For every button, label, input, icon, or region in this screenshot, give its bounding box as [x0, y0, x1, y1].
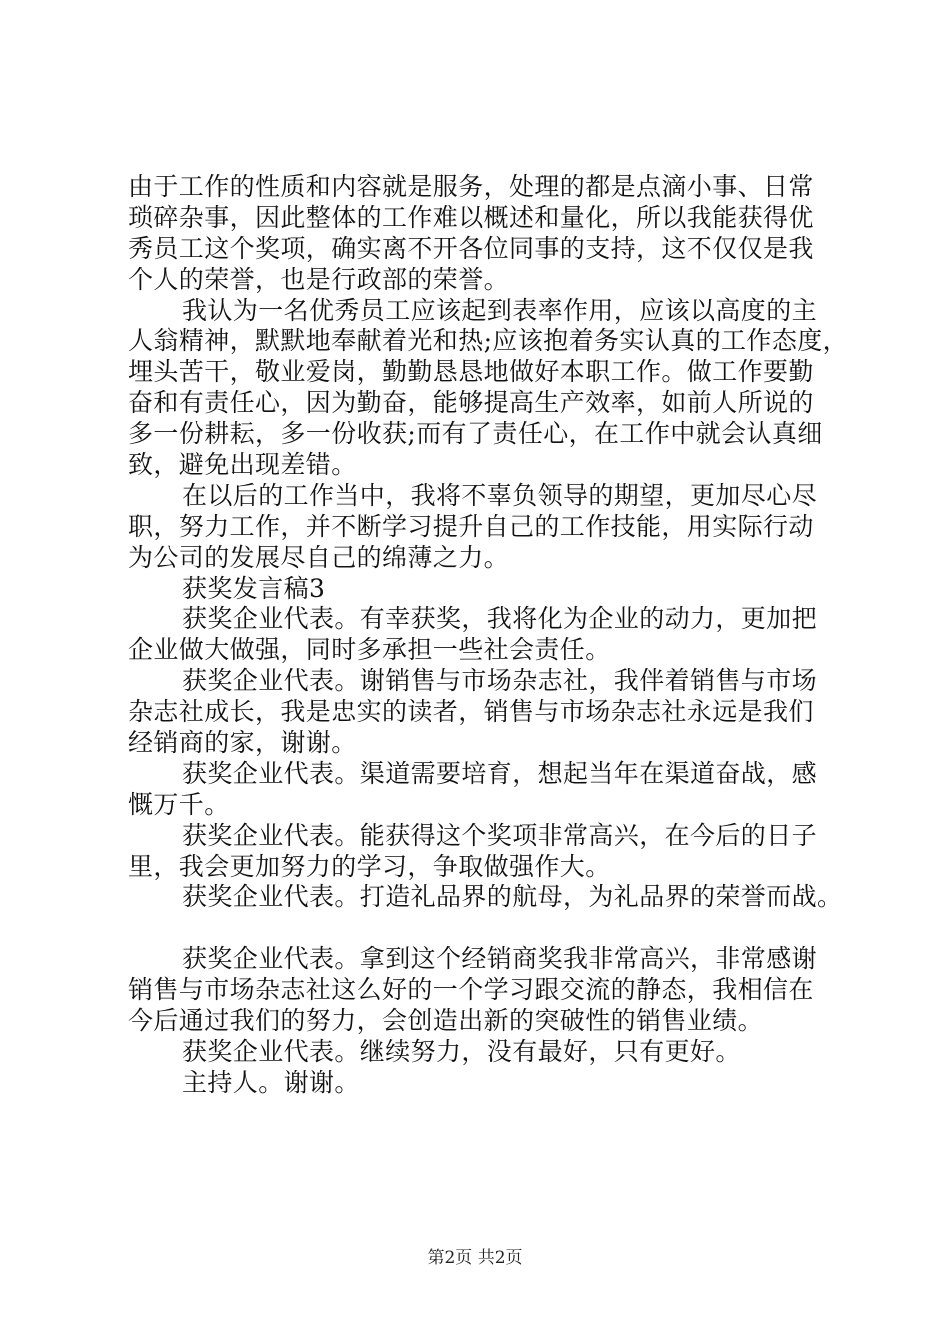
text-line: 杂志社成长，我是忠实的读者，销售与市场杂志社永远是我们 [128, 697, 814, 727]
text-line: 致，避免出现差错。 [128, 450, 357, 480]
text-line: 职，努力工作，并不断学习提升自己的工作技能，用实际行动 [128, 511, 814, 541]
text-line: 琐碎杂事，因此整体的工作难以概述和量化，所以我能获得优 [128, 202, 814, 232]
text-line: 经销商的家，谢谢。 [128, 728, 357, 758]
text-line: 销售与市场杂志社这么好的一个学习跟交流的静态，我相信在 [128, 975, 814, 1005]
document-body [128, 172, 848, 1099]
text-line: 今后通过我们的努力，会创造出新的突破性的销售业绩。 [128, 1006, 764, 1036]
text-line: 多一份耕耘，多一份收获;而有了责任心，在工作中就会认真细 [128, 419, 823, 449]
paragraph-start-line: 在以后的工作当中，我将不辜负领导的期望，更加尽心尽 [182, 480, 818, 510]
paragraph-start-line: 获奖企业代表。渠道需要培育，想起当年在渠道奋战，感 [182, 758, 818, 788]
paragraph-start-line: 获奖企业代表。有幸获奖，我将化为企业的动力，更加把 [182, 604, 818, 634]
paragraph-start-line: 获奖企业代表。谢销售与市场杂志社，我伴着销售与市场 [182, 666, 818, 696]
text-line: 里，我会更加努力的学习，争取做强作大。 [128, 851, 611, 881]
text-line: 慨万千。 [128, 789, 230, 819]
paragraph-start-line: 我认为一名优秀员工应该起到表率作用，应该以高度的主 [182, 295, 818, 325]
text-line: 个人的荣誉，也是行政部的荣誉。 [128, 264, 510, 294]
section-heading: 获奖发言稿3 [182, 573, 326, 603]
text-line: 人翁精神，默默地奉献着光和热;应该抱着务实认真的工作态度， [128, 326, 849, 356]
page-number-footer: 第2页 共2页 [427, 1248, 523, 1268]
text-line: 埋头苦干，敬业爱岗，勤勤恳恳地做好本职工作。做工作要勤 [128, 357, 814, 387]
paragraph-start-line: 获奖企业代表。继续努力，没有最好，只有更好。 [182, 1036, 741, 1066]
text-line: 奋和有责任心，因为勤奋，能够提高生产效率，如前人所说的 [128, 388, 814, 418]
text-line: 秀员工这个奖项，确实离不开各位同事的支持，这不仅仅是我 [128, 233, 814, 263]
paragraph-start-line: 获奖企业代表。打造礼品界的航母，为礼品界的荣誉而战。 [182, 882, 843, 912]
text-line: 为公司的发展尽自己的绵薄之力。 [128, 542, 510, 572]
text-line: 企业做大做强，同时多承担一些社会责任。 [128, 635, 611, 665]
blank-line [128, 913, 848, 944]
text-line: 由于工作的性质和内容就是服务，处理的都是点滴小事、日常 [128, 172, 814, 201]
paragraph-start-line: 获奖企业代表。拿到这个经销商奖我非常高兴，非常感谢 [182, 944, 818, 974]
paragraph-start-line: 主持人。谢谢。 [182, 1067, 360, 1097]
paragraph-start-line: 获奖企业代表。能获得这个奖项非常高兴，在今后的日子 [182, 820, 818, 850]
